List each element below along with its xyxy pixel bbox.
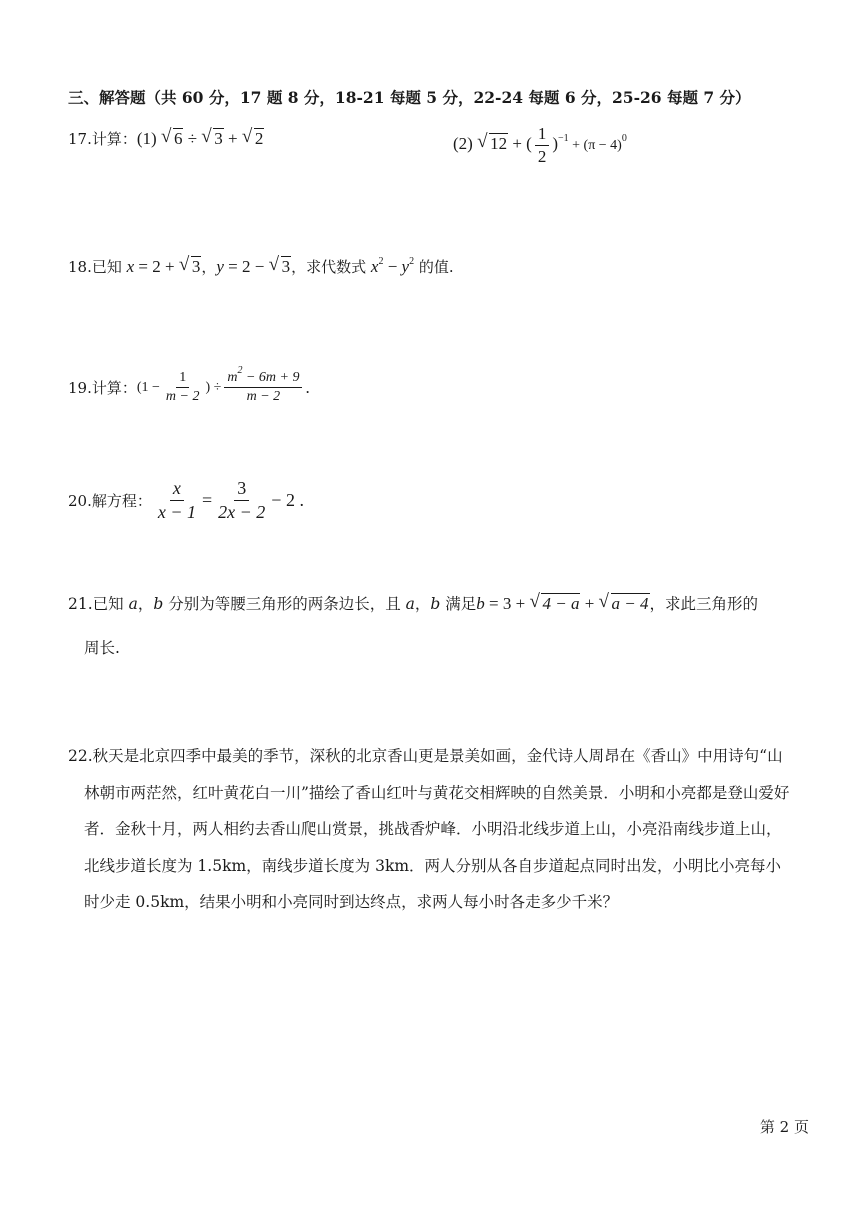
q21-mid1: 分别为等腰三角形的两条边长，且 [163, 595, 406, 613]
q21-mid2: 满足 [440, 595, 477, 613]
q21-sep2: ， [414, 595, 431, 613]
question-17-part2: (2) √ 12 + ( $\frac{1}{2}$ )$^{-1} + (\pi - 4)^0$ [453, 124, 627, 166]
question-19 [68, 365, 310, 405]
q18-x-eq: = 2 + [134, 257, 179, 276]
q21-formula-eq: = 3 + [484, 594, 530, 613]
q18-sqrt-3b: √ 3 [271, 257, 292, 277]
q19-fraction-1: $\frac{1}{m - 2}$ [165, 370, 200, 405]
q17-sqrt-2: √ 2 [244, 129, 265, 149]
q21-sqrt-2: √ a − 4 [601, 594, 650, 614]
q18-minus: − [383, 257, 402, 276]
question-21-line2: 周长. [84, 639, 120, 657]
section-title: 三、解答题（共 60 分，17 题 8 分，18-21 每题 5 分，22-24 每题 6 分，25-26 每题 7 分） [68, 88, 751, 107]
q21-prefix: 21.已知 [68, 595, 129, 613]
q17-part2-op: + ( [508, 133, 532, 153]
q20-tail: − 2 . [271, 489, 304, 510]
q21-sqrt-1: √ 4 − a [531, 594, 580, 614]
q21-tail: ，求此三角形的 [649, 595, 759, 613]
q18-expr-x: x [370, 257, 379, 276]
q17-part1-label: (1) [136, 129, 157, 148]
q20-fraction-2: $\frac{3}{2x - 2}$ [218, 478, 266, 522]
q17-sqrt-12: √ 12 [479, 134, 508, 154]
q18-exp-y: 2 [409, 256, 415, 267]
question-20 [68, 478, 304, 522]
q17-part2-tail: + (π − 4) [568, 137, 622, 153]
q18-expr-y: y [401, 257, 410, 276]
q17-exponent-0: 0 [621, 132, 627, 144]
q19-end: . [305, 377, 310, 397]
q20-prefix: 20.解方程： [68, 491, 152, 510]
q21-var-b: b [153, 595, 164, 613]
q21-plus: + [580, 594, 599, 613]
q20-fraction-1: $\frac{x}{x - 1}$ [157, 478, 196, 522]
q17-sqrt-3: √ 3 [203, 129, 224, 149]
q19-prefix: 19.计算： [68, 379, 137, 398]
q19-close: ) ÷ [205, 379, 222, 395]
q18-suffix: 的值. [414, 258, 454, 276]
question-18 [68, 256, 454, 277]
question-21-line1 [68, 592, 758, 614]
q21-sep1: ， [137, 595, 154, 613]
q18-sqrt-3a: √ 3 [181, 257, 202, 277]
q18-y-eq: = 2 − [223, 257, 269, 276]
q18-mid: ，求代数式 [291, 258, 371, 276]
q20-eq: = [202, 489, 213, 510]
q18-exp-x: 2 [378, 256, 384, 267]
q18-sep: ， [201, 258, 217, 276]
q18-var-x: x [126, 257, 135, 276]
q17-op-plus: + [223, 129, 242, 148]
q17-fraction-half: $\frac{1}{2}$ [535, 124, 550, 166]
q21-formula-b: b [476, 594, 485, 613]
q19-fraction-2: $\frac{m^2 - 6m + 9}{m - 2}$ [224, 370, 302, 405]
q17-part2-label: (2) [453, 133, 473, 153]
q17-op-divide: ÷ [183, 129, 202, 148]
q19-open: (1 − [136, 379, 160, 395]
q18-var-y: y [216, 257, 224, 276]
q17-prefix: 17.计算： [68, 130, 137, 148]
q17-exponent-neg1: −1 [558, 132, 569, 144]
q21-var-a: a [128, 595, 138, 613]
q21-var-b2: b [430, 595, 441, 613]
page-number: 第 2 页 [759, 1118, 809, 1136]
q18-prefix: 18.已知 [68, 258, 127, 276]
q21-var-a2: a [405, 595, 415, 613]
q17-sqrt-6: √ 6 [163, 129, 184, 149]
question-22: 22.秋天是北京四季中最美的季节，深秋的北京香山更是景美如画，金代诗人周昂在《香山》中用诗句“山林朝市两茫然，红叶黄花白一川”描绘了香山红叶与黄花交相辉映的自然美景．小明和小亮都是登山爱好者．金秋十月，两人相约去香山爬山赏景，挑战香炉峰．小明沿北线步道上山，小亮沿南线步道上山，北线步道长度为 1.5km，南线步道长度为 3km．两人分别从各自步道起点同时出发，小明比小亮每小时少走 0.5km，结果小明和小亮同时到达终点，求两人每小时各走多少千米？ [68, 747, 790, 911]
question-17 [68, 128, 264, 149]
